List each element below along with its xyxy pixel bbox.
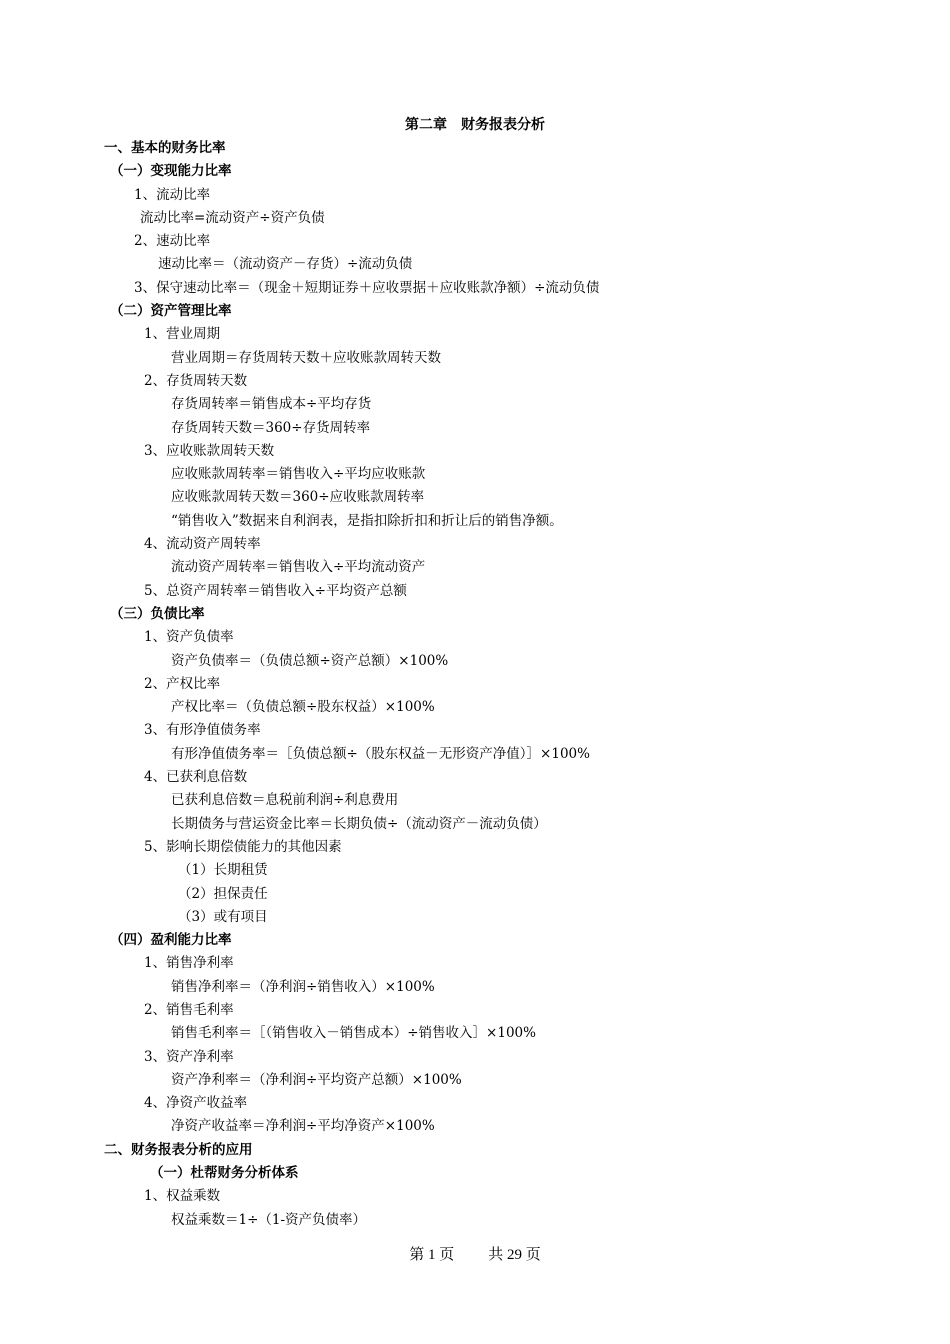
text-line: 4、净资产收益率 bbox=[144, 1095, 248, 1112]
text-line: 3、有形净值债务率 bbox=[144, 722, 261, 739]
text-line: 3、保守速动比率＝（现金＋短期证券＋应收票据＋应收账款净额）÷流动负债 bbox=[134, 279, 600, 296]
text-line: 营业周期＝存货周转天数＋应收账款周转天数 bbox=[171, 349, 441, 366]
text-line: 1、销售净利率 bbox=[144, 955, 234, 972]
text-line: 4、已获利息倍数 bbox=[144, 769, 248, 786]
text-line: 3、应收账款周转天数 bbox=[144, 442, 275, 459]
text-line: 产权比率＝（负债总额÷股东权益）×100% bbox=[171, 699, 435, 716]
text-line: 权益乘数＝1÷（1-资产负债率） bbox=[171, 1211, 367, 1228]
section-heading: （一）变现能力比率 bbox=[110, 163, 232, 180]
text-line: （3）或有项目 bbox=[178, 908, 268, 925]
page-total: 共 29 页 bbox=[488, 1247, 541, 1263]
text-line: 速动比率＝（流动资产－存货）÷流动负债 bbox=[158, 256, 413, 273]
text-line: 存货周转天数＝360÷存货周转率 bbox=[171, 419, 371, 436]
text-line: 流动资产周转率＝销售收入÷平均流动资产 bbox=[171, 559, 426, 576]
text-line: 已获利息倍数＝息税前利润÷利息费用 bbox=[171, 792, 399, 809]
text-line: 4、流动资产周转率 bbox=[144, 536, 261, 553]
text-line: （2）担保责任 bbox=[178, 885, 268, 902]
text-line: 资产净利率＝（净利润÷平均资产总额）×100% bbox=[171, 1071, 462, 1088]
text-line: 2、速动比率 bbox=[134, 233, 211, 250]
text-line: 有形净值债务率＝［负债总额÷（股东权益－无形资产净值）］×100% bbox=[171, 745, 590, 762]
text-line: 2、销售毛利率 bbox=[144, 1001, 234, 1018]
text-line: 1、权益乘数 bbox=[144, 1188, 221, 1205]
section-heading: 一、基本的财务比率 bbox=[104, 140, 226, 156]
text-line: 存货周转率＝销售成本÷平均存货 bbox=[171, 396, 372, 413]
text-line: 应收账款周转率＝销售收入÷平均应收账款 bbox=[171, 466, 426, 483]
chapter-title: 第二章 财务报表分析 bbox=[405, 117, 545, 133]
document-body bbox=[0, 137, 950, 1232]
section-heading: 二、财务报表分析的应用 bbox=[104, 1141, 253, 1158]
text-line: 流动比率=流动资产÷资产负债 bbox=[140, 209, 325, 226]
text-line: 2、产权比率 bbox=[144, 675, 221, 692]
text-line: 资产负债率＝（负债总额÷资产总额）×100% bbox=[171, 652, 449, 669]
text-line: 销售毛利率＝［（销售收入－销售成本）÷销售收入］×100% bbox=[171, 1025, 536, 1042]
text-line: 应收账款周转天数＝360÷应收账款周转率 bbox=[171, 489, 425, 506]
text-line: （1）长期租赁 bbox=[178, 862, 268, 879]
text-line: 5、总资产周转率＝销售收入÷平均资产总额 bbox=[144, 582, 407, 599]
text-line: 2、存货周转天数 bbox=[144, 372, 248, 389]
section-heading: （一）杜帮财务分析体系 bbox=[150, 1165, 299, 1182]
text-line: 3、资产净利率 bbox=[144, 1048, 234, 1065]
text-line: 销售净利率＝（净利润÷销售收入）×100% bbox=[171, 978, 435, 995]
text-line: 1、营业周期 bbox=[144, 326, 221, 343]
section-heading: （三）负债比率 bbox=[110, 605, 205, 622]
text-line: 净资产收益率＝净利润÷平均净资产×100% bbox=[171, 1118, 435, 1135]
text-line: 1、资产负债率 bbox=[144, 629, 234, 646]
page-number: 第 1 页 bbox=[409, 1247, 455, 1263]
section-heading: （二）资产管理比率 bbox=[110, 303, 232, 320]
section-heading: （四）盈利能力比率 bbox=[110, 932, 232, 949]
text-line: “销售收入”数据来自利润表，是指扣除折扣和折让后的销售净额。 bbox=[171, 512, 563, 529]
text-line: 1、流动比率 bbox=[134, 186, 211, 203]
text-line: 长期债务与营运资金比率＝长期负债÷（流动资产－流动负债） bbox=[171, 815, 547, 832]
page-footer bbox=[0, 1243, 950, 1264]
text-line: 5、影响长期偿债能力的其他因素 bbox=[144, 838, 342, 855]
